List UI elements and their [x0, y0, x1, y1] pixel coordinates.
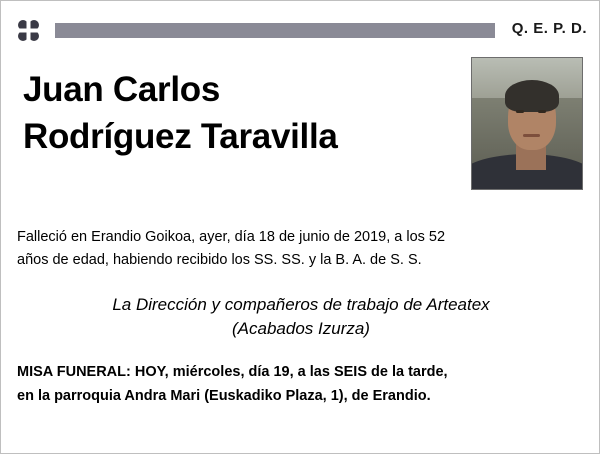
funeral-details-line-2: en la parroquia Andra Mari (Euskadiko Plaza, 1), de Erandio. [17, 387, 431, 404]
mourners-line-1: La Dirección y compañeros de trabajo de Arteatex [112, 294, 490, 314]
portrait-mouth [523, 134, 540, 137]
qepd-label: Q. E. P. D. [504, 20, 587, 37]
portrait-photo [471, 57, 583, 190]
mourners [17, 293, 585, 341]
notice-header [1, 1, 600, 59]
deceased-name [23, 67, 463, 160]
notice-body [17, 226, 585, 408]
death-details [17, 226, 585, 273]
name-line-last: Rodríguez Taravilla [23, 116, 338, 156]
death-details-line-1: Falleció en Erandio Goikoa, ayer, día 18 de junio de 2019, a los 52 [17, 229, 446, 245]
funeral-details [17, 361, 585, 408]
portrait-eye-left [516, 110, 524, 113]
funeral-details-line-1: MISA FUNERAL: HOY, miércoles, día 19, a las SEIS de la tarde, [17, 364, 448, 381]
name-line-first: Juan Carlos [23, 70, 221, 109]
death-details-line-2: años de edad, habiendo recibido los SS. SS. y la B. A. de S. S. [17, 252, 422, 269]
mourners-line-2: (Acabados Izurza) [232, 319, 370, 339]
portrait-hair [505, 80, 559, 112]
portrait-eye-right [538, 110, 546, 113]
clover-logo-icon [15, 19, 43, 43]
header-band [55, 23, 495, 38]
